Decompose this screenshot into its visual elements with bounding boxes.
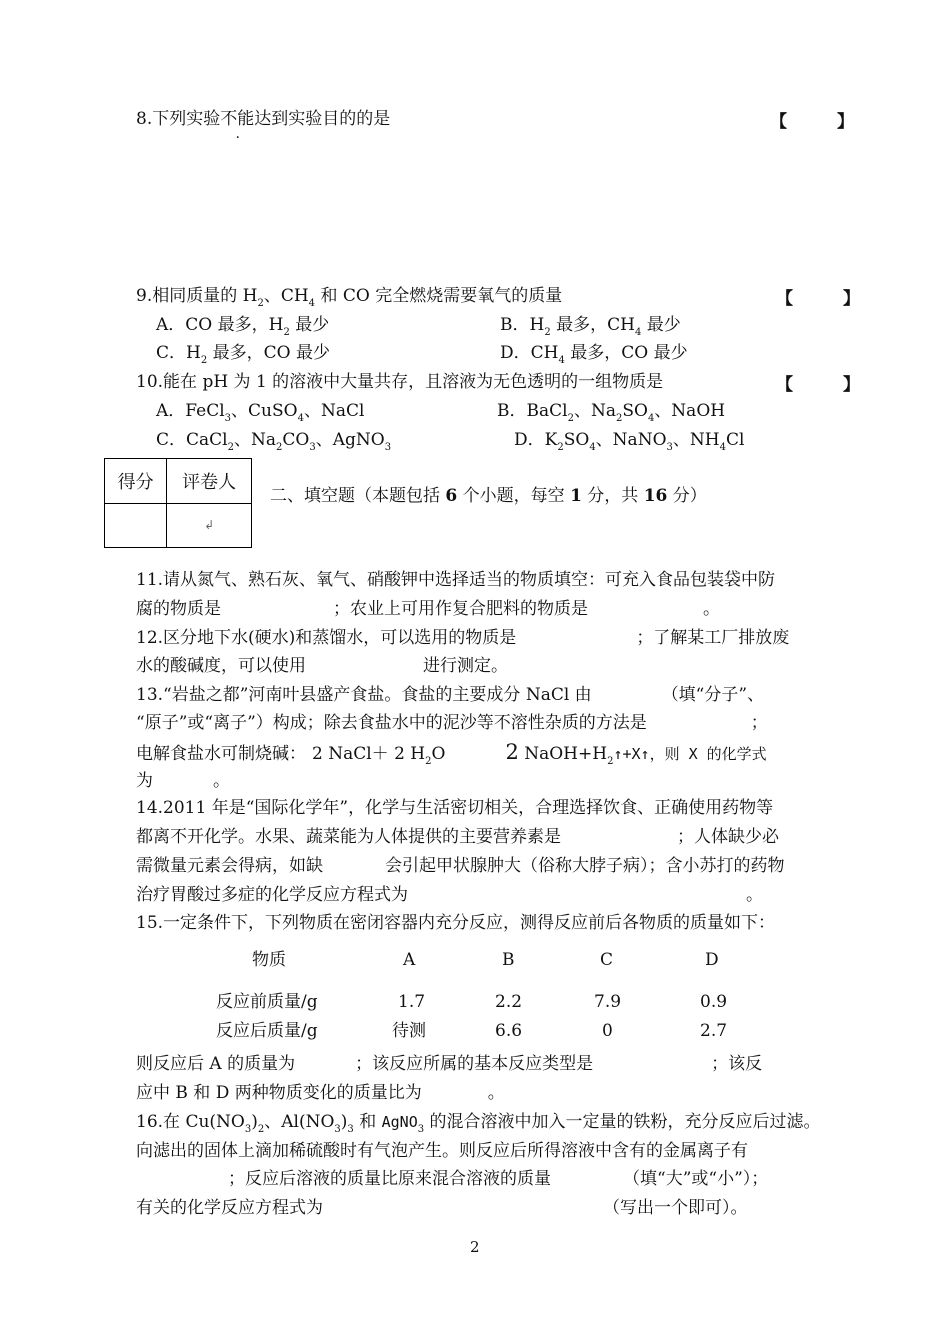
q13-line3 bbox=[136, 740, 767, 774]
sub: 2 bbox=[615, 413, 623, 424]
opt-text: C．CaCl bbox=[156, 430, 228, 450]
equation: O bbox=[431, 744, 446, 764]
q10-title: 10.能在 pH 为 1 的溶液中大量共存，且溶液为无色透明的一组物质是 bbox=[136, 372, 664, 392]
table-cell: 2.2 bbox=[495, 992, 523, 1012]
sub: 4 bbox=[297, 413, 304, 424]
opt-text: Cl bbox=[725, 430, 745, 450]
q-text: 治疗胃酸过多症的化学反应方程式为 bbox=[136, 885, 408, 905]
q-text: ) bbox=[340, 1112, 348, 1132]
opt-text: 最少 bbox=[641, 315, 681, 335]
q-text: 的混合溶液中加入一定量的铁粉，充分反应后过滤。 bbox=[424, 1112, 821, 1132]
q10-answer-bracket bbox=[776, 370, 860, 395]
section-2-heading bbox=[270, 484, 707, 508]
q9-option-c bbox=[156, 341, 330, 373]
q8-emphasis: 不能 bbox=[220, 109, 255, 129]
table-cell: 反应前质量/g bbox=[216, 992, 318, 1012]
q-text: 水的酸碱度，可以使用 bbox=[136, 656, 306, 676]
q12-line2 bbox=[136, 654, 508, 678]
q-text: 。 bbox=[213, 771, 230, 791]
sub: 2 bbox=[544, 327, 551, 338]
q9-title-b: 、CH bbox=[263, 286, 309, 306]
q-text: 进行测定。 bbox=[423, 656, 508, 676]
page-number: 2 bbox=[470, 1238, 480, 1256]
bracket-right: 】 bbox=[837, 112, 854, 132]
q14-line4 bbox=[136, 883, 763, 907]
q-text: （填“大”或“小”）； bbox=[623, 1169, 769, 1189]
opt-text: 最多，CO 最少 bbox=[564, 343, 688, 363]
table-header: A bbox=[403, 950, 416, 970]
q-text: ；反应后溶液的质量比原来混合溶液的质量 bbox=[228, 1169, 551, 1189]
bracket-left: 【 bbox=[770, 112, 787, 132]
q9-title bbox=[136, 284, 562, 316]
q-text: （填“分子”、 bbox=[661, 685, 765, 705]
opt-text: 最少 bbox=[289, 315, 330, 335]
q-text: ；人体缺少必 bbox=[677, 827, 779, 847]
opt-text: D．CH bbox=[500, 343, 559, 363]
q-text: 、Al(NO bbox=[264, 1112, 335, 1132]
q10-option-b bbox=[497, 399, 725, 431]
sub: 2 bbox=[257, 298, 264, 309]
q14-line3 bbox=[136, 854, 785, 878]
table-header: B bbox=[502, 950, 515, 970]
sub: 3 bbox=[347, 1124, 354, 1135]
opt-text: 最多，CO 最少 bbox=[207, 343, 330, 363]
bracket-right: 】 bbox=[843, 375, 860, 395]
q-text: ；该反应所属的基本反应类型是 bbox=[355, 1054, 594, 1074]
sub: 4 bbox=[308, 298, 316, 309]
opt-text: A．FeCl bbox=[156, 401, 225, 421]
table-cell: 反应后质量/g bbox=[216, 1021, 318, 1041]
q13-line1 bbox=[136, 683, 764, 707]
section-num: 6 bbox=[445, 486, 458, 506]
q13-line2 bbox=[136, 711, 768, 735]
q-text: 应中 B 和 D 两种物质变化的质量比为 bbox=[136, 1083, 422, 1103]
q-text: （写出一个即可）。 bbox=[603, 1198, 748, 1218]
q16-line3 bbox=[136, 1167, 768, 1191]
q-text: 12.区分地下水(硬水)和蒸馏水，可以选用的物质是 bbox=[136, 628, 517, 648]
sub: 2 bbox=[607, 756, 614, 767]
q-text: 为 bbox=[136, 771, 153, 791]
q-text: 都离不开化学。水果、蔬菜能为人体提供的主要营养素是 bbox=[136, 827, 561, 847]
q-text: ；了解某工厂排放废 bbox=[636, 628, 790, 648]
q10-option-c bbox=[156, 428, 391, 460]
q-text: ； bbox=[750, 713, 768, 733]
score-header: 得分 bbox=[105, 459, 167, 504]
sub: 4 bbox=[589, 442, 596, 453]
q8-text-end: 达到实验目的的是 bbox=[254, 109, 391, 129]
q11-line2 bbox=[136, 597, 720, 621]
q8-answer-bracket bbox=[770, 107, 854, 132]
q-text: 需微量元素会得病，如缺 bbox=[136, 856, 323, 876]
q-text: 电解食盐水可制烧碱： bbox=[136, 744, 306, 764]
q-text: 。 bbox=[487, 1083, 505, 1103]
sub: 2 bbox=[557, 442, 564, 453]
sub: 2 bbox=[283, 327, 290, 338]
q9-title-c: 和 CO 完全燃烧需要氧气的质量 bbox=[315, 286, 563, 306]
sub: 2 bbox=[200, 355, 208, 366]
opt-text: CO bbox=[282, 430, 310, 450]
sub: 2 bbox=[227, 442, 234, 453]
q14-line1: 14.2011 年是“国际化学年”，化学与生活密切相关，合理选择饮食、正确使用药物等 bbox=[136, 798, 774, 818]
q-text: AgNO bbox=[381, 1113, 418, 1131]
table-cell: 0.9 bbox=[700, 992, 728, 1012]
table-cell: 待测 bbox=[392, 1021, 426, 1041]
bracket-left: 【 bbox=[776, 375, 793, 395]
q16-line2: 向滤出的固体上滴加稀硫酸时有气泡产生。则反应后所得溶液中含有的金属离子有 bbox=[136, 1141, 748, 1161]
q8-line bbox=[136, 107, 390, 131]
q-text: 会引起甲状腺肿大（俗称大脖子病）；含小苏打的药物 bbox=[385, 856, 785, 876]
section-text: 二、填空题（本题包括 bbox=[270, 486, 446, 506]
q11-line1: 11.请从氮气、熟石灰、氧气、硝酸钾中选择适当的物质填空：可充入食品包装袋中防 bbox=[136, 570, 776, 590]
sub: 2 bbox=[276, 442, 283, 453]
opt-text: D．K bbox=[514, 430, 558, 450]
table-cell: 0 bbox=[602, 1021, 613, 1041]
score-table bbox=[104, 458, 252, 548]
bracket-right: 】 bbox=[843, 289, 860, 309]
section-num: 1 bbox=[570, 486, 582, 506]
q-text: ；农业上可用作复合肥料的物质是 bbox=[333, 599, 588, 619]
opt-text: 、NH bbox=[672, 430, 720, 450]
section-num: 16 bbox=[643, 486, 668, 506]
sub: 3 bbox=[224, 413, 232, 424]
q-text: 则反应后 A 的质量为 bbox=[136, 1054, 296, 1074]
q9-title-a: 9.相同质量的 H bbox=[136, 286, 258, 306]
q-text: 腐的物质是 bbox=[136, 599, 221, 619]
q16-line1 bbox=[136, 1110, 821, 1142]
q-text: 有关的化学反应方程式为 bbox=[136, 1198, 323, 1218]
sub: 3 bbox=[244, 1124, 252, 1135]
opt-text: SO bbox=[622, 401, 648, 421]
q9-option-d bbox=[500, 341, 688, 373]
sub: 3 bbox=[309, 442, 316, 453]
q12-line1 bbox=[136, 626, 789, 650]
q15-title: 15.一定条件下，下列物质在密闭容器内充分反应，测得反应前后各物质的质量如下： bbox=[136, 913, 776, 933]
grader-cell[interactable]: ↲ bbox=[167, 503, 252, 548]
equation: 2 NaCl＋ 2 H bbox=[312, 744, 426, 764]
opt-text: C．H bbox=[156, 343, 201, 363]
sub: 2 bbox=[257, 1124, 265, 1135]
sub: 3 bbox=[384, 442, 392, 453]
section-text: 分，共 bbox=[581, 486, 644, 506]
opt-text: A．CO 最多，H bbox=[156, 315, 284, 335]
opt-text: SO bbox=[563, 430, 590, 450]
table-header: C bbox=[600, 950, 614, 970]
q-text: 13.“岩盐之都”河南叶县盛产食盐。食盐的主要成分 NaCl 由 bbox=[136, 685, 592, 705]
bracket-left: 【 bbox=[776, 289, 793, 309]
opt-text: 、Na bbox=[233, 430, 276, 450]
sub: 2 bbox=[567, 413, 574, 424]
sub: 3 bbox=[417, 1124, 425, 1135]
table-header: D bbox=[705, 950, 719, 970]
opt-text: B．BaCl bbox=[497, 401, 568, 421]
q9-answer-bracket bbox=[776, 284, 860, 309]
equation: 2 bbox=[505, 740, 519, 764]
q14-line2 bbox=[136, 825, 779, 849]
grader-header: 评卷人 bbox=[167, 459, 252, 504]
q-text: ，则 X 的化学式 bbox=[649, 745, 767, 763]
q-text: 16.在 Cu(NO bbox=[136, 1112, 245, 1132]
q-text: 和 bbox=[353, 1112, 382, 1132]
score-cell[interactable] bbox=[105, 503, 167, 548]
q15-line2 bbox=[136, 1081, 505, 1105]
opt-text: 、NaNO bbox=[595, 430, 667, 450]
q13-line4 bbox=[136, 769, 230, 793]
opt-text: 、CuSO bbox=[231, 401, 298, 421]
q-text: 。 bbox=[746, 885, 763, 905]
q-text: ；该反 bbox=[711, 1054, 763, 1074]
opt-text: 、AgNO bbox=[315, 430, 385, 450]
sub: 2 bbox=[425, 756, 432, 767]
q15-line1 bbox=[136, 1052, 762, 1076]
q10-option-d bbox=[514, 428, 744, 460]
opt-text: 、NaCl bbox=[303, 401, 365, 421]
sub: 4 bbox=[634, 327, 642, 338]
sub: 4 bbox=[719, 442, 726, 453]
q-text: ) bbox=[251, 1112, 258, 1132]
q-text: “原子”或“离子”）构成；除去食盐水中的泥沙等不溶性杂质的方法是 bbox=[136, 713, 647, 733]
sub: 4 bbox=[558, 355, 565, 366]
equation: ↑+X↑ bbox=[613, 745, 650, 763]
q-text: 。 bbox=[703, 599, 720, 619]
table-cell: 7.9 bbox=[594, 992, 622, 1012]
opt-text: 、NaOH bbox=[654, 401, 726, 421]
sub: 3 bbox=[666, 442, 673, 453]
section-text: 个小题，每空 bbox=[457, 486, 571, 506]
opt-text: 、Na bbox=[573, 401, 616, 421]
opt-text: 最多，CH bbox=[550, 315, 635, 335]
section-text: 分） bbox=[667, 486, 707, 506]
opt-text: B．H bbox=[500, 315, 545, 335]
table-cell: 1.7 bbox=[398, 992, 426, 1012]
equation: NaOH+H bbox=[518, 744, 608, 764]
table-header: 物质 bbox=[252, 950, 286, 970]
q10-option-a bbox=[156, 399, 364, 431]
q8-text: 8.下列实验 bbox=[136, 109, 221, 129]
q16-line4 bbox=[136, 1196, 748, 1220]
table-cell: 2.7 bbox=[700, 1021, 728, 1041]
sub: 3 bbox=[334, 1124, 341, 1135]
table-cell: 6.6 bbox=[495, 1021, 523, 1041]
sub: 4 bbox=[647, 413, 655, 424]
